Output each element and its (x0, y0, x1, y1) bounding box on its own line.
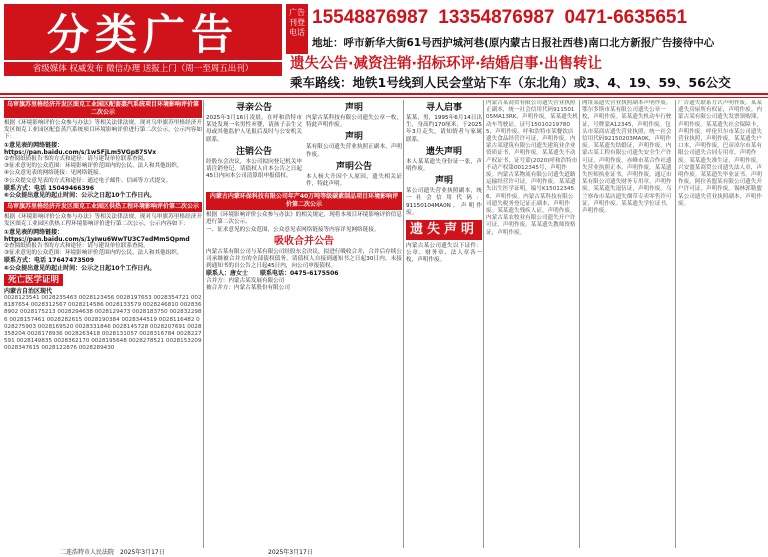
notice-list: 广告遗失联系方式声明作废。某某遗失房屋所有权证，声明作废。内蒙古某有限公司遗失发票领购簿，声明作废。某某遗失社会保障卡，声明作废。呼伦贝尔市某公司遗失营业执照，声明作废。某某遗失户口本，声明作废。巴彦淖尔市某有限公司遗失合同专用章，声明作废。某某遗失准生证，声明作废。兴安盟某商贸公司遗失法人章，声明作废。某某遗失毕业证书，声明作废。阿拉善盟某有限公司遗失开户许可证，声明作废。锡林郭勒盟某公司遗失营业执照副本，声明作废。 (678, 100, 762, 207)
notice-paragraph: 根据《环境影响评价公众参与办法》的相关规定，现将本项目环境影响评价信息进行第二次公示。 (206, 212, 402, 226)
divider-red (0, 93, 768, 95)
notice-item: ①意见表的网络链接：https://pan.baidu.com/s/1yIwu6WwTU3C7edMmSQpmd (4, 228, 190, 243)
notice-item: ①意见表的网络链接：https://pan.baidu.com/s/1wSFjLm5VGp87SVx (4, 141, 157, 156)
hotline-label-3: 电话 (289, 28, 305, 37)
column-divider (675, 100, 676, 548)
column-2 (206, 100, 402, 548)
section-tag: 死亡医学证明 (4, 274, 63, 286)
notice-title: 声明公告 (335, 161, 372, 172)
number-list: 0028123541 0028235463 0028123456 0028197653 0028354721 0028187654 0028312567 0028214586 0028133579 0028246810 0028368902 0028175213 0028294638 0028129473 0028183750 0028322986 0028157461 0028282615 0028190384 0028344519 0028116482 0028275903 0028169520 0028331846 0028145728 0028207691 0028358204 0028178936 0028263418 0028131057 0028316784 0028227591 0028149835 0028362170 0028195648 0028278521 0028153209 0028347615 0028122876 0028289430 (4, 295, 202, 352)
notice-paragraph: 本人某某遗失身份证一张，声明作废。 (406, 158, 482, 173)
notice-heading-2: 乌审旗苏里格经济开发区图克工业园区供热工程环境影响评价第二次公示 (4, 202, 202, 212)
column-divider (579, 100, 580, 548)
notice-paragraph: 内蒙古某公司遗失以下证件：公章、财务章、法人章各一枚，声明作废。 (406, 243, 482, 264)
divider-red-thin (0, 97, 768, 98)
notice-title: 声明 (434, 176, 453, 187)
column-divider (203, 100, 204, 548)
notice-date: ⑥公众提出意见的起止时间：公示之日起10个工作日内。 (4, 264, 156, 272)
column-1 (4, 100, 202, 548)
notice-item: ②查阅纸质报告书的方式和途径：请与建设单位联系查阅。 (4, 156, 149, 163)
footer-signature: 二连浩特市人民法院 2025年3月17日 (60, 549, 165, 556)
notice-item: ②查阅纸质报告书的方式和途径：请与建设单位联系查阅。 (4, 243, 149, 250)
notice-contact: 联系方式：电话 17647473509 (4, 257, 95, 265)
notice-heading-1: 乌审旗苏里格经济开发区图克工业园区配套蒸汽系统项目环境影响评价第二次公示 (4, 100, 202, 118)
header (0, 0, 768, 92)
column-divider (483, 100, 484, 548)
notice-contact: 联系方式：电话 15049466396 (4, 184, 95, 192)
notice-title: 声明 (344, 132, 363, 143)
notice-paragraph: 内蒙古某有限公司与某有限公司经股东会决议，拟进行吸收合并，合并后存续公司承继被合并方的全部债权债务。请债权人自接到通知书之日起30日内，未接到通知书的自公告之日起45日内，向公司申报债权。 (206, 248, 402, 270)
column-divider (403, 100, 404, 548)
notice-title: 遗失声明 (425, 146, 462, 157)
notice-list: 网址某遗失营业执照副本声明作废。鄂尔多斯市某有限公司遗失公章一枚，声明作废。某某遗失机动车行驶证，号牌蒙A12345，声明作废。包头市某商店遗失营业执照，统一社会信用代码92150203MA0K，声明作废。某某遗失结婚证，声明作废。内蒙古某工程有限公司遗失安全生产许可证，声明作废。赤峰市某合作社遗失营业执照正本，声明作废。某某遗失医师执业证书，声明作废。通辽市某有限公司遗失财务专用章，声明作废。某某遗失退伍证，声明作废。乌兰察布市某店遗失烟草专卖零售许可证，声明作废。某某遗失学位证书，声明作废。 (582, 100, 672, 215)
services-line: 遗失公告·减资注销·招标环评·结婚启事·出售转让 (290, 56, 603, 72)
notice-paragraph: 某有限公司遗失营业执照正副本，声明作废。 (306, 144, 402, 158)
brand-block (4, 4, 282, 60)
page-title: 分类广告 (46, 10, 239, 59)
phone-3: 0471-6635651 (564, 7, 688, 28)
column-3 (406, 100, 482, 548)
notice-paragraph: 根据《环境影响评价公众参与办法》等相关法律法规，现对乌审旗苏里格经济开发区图克工业园区配套蒸汽系统项目环境影响评价进行第二次公示，公示内容如下： (4, 120, 202, 141)
notice-title: 注销公告 (235, 146, 272, 157)
column-4 (486, 100, 578, 548)
notice-item: ③征求意见的公众范围：环境影响评价范围内的公民、法人和其他组织。 (4, 163, 183, 170)
hotline-label (286, 4, 308, 54)
notice-paragraph: 2025年3月16日凌晨，在呼和浩特市某处发现一名男性弃婴，请孩子亲生父母或其他监护人见报后及时与公安机关联系。 (206, 115, 302, 143)
notice-paragraph: 一、征求意见的公众范围、公众意见表网络链接等内容详见网络链接。 (206, 226, 380, 233)
notice-item: ⑤公众提交意见表的方式和途径：通过电子邮件、信函等方式提交。 (4, 177, 172, 184)
notice-date: ⑥公众提出意见的起止时间：公示之日起10个工作日内。 (4, 192, 156, 200)
notice-paragraph: 内蒙古某科技有限公司遗失公章一枚，特此声明作废。 (306, 115, 402, 129)
phone-1: 15548876987 (312, 7, 429, 28)
column-5 (582, 100, 674, 548)
phone-list (312, 4, 687, 32)
notice-heading-3: 内蒙古内蒙环保科技有限公司年产40万吨等级碳素制品项目环境影响评价第二次公示 (206, 192, 402, 210)
notice-title: 声明 (344, 103, 363, 113)
bus-route: 乘车路线：地铁1号线到人民会堂站下车（东北角）或3、4、19、59、56公交 (290, 75, 731, 90)
notice-paragraph: 本人杨大升因个人原因，遗失相关证件，特此声明。 (306, 173, 402, 188)
notice-paragraph: 经股东会决议，本公司拟向登记机关申请注销登记，请债权人自本公告之日起45日内向本公司清算组申报债权。 (206, 158, 302, 180)
section-banner: 遗失声明 (406, 220, 482, 240)
notice-title: 寻亲公告 (235, 103, 272, 113)
footer-date: 2025年3月17日 (268, 549, 313, 556)
notice-contact: 联系人：唐女士 联系电话：0475-6175506 (206, 270, 339, 278)
slogan: 省级媒体 权威发布 微信办理 送报上门（周一至周五出刊） (4, 62, 282, 76)
column-6 (678, 100, 766, 548)
hotline-label-1: 广告 (289, 8, 305, 17)
notice-item: ③征求意见的公众范围：环境影响评价范围内的公民、法人和其他组织。 (4, 250, 183, 257)
block-title: 内蒙古自治区现代 (4, 287, 53, 295)
notice-list: 内蒙古某商贸有限公司遗失营业执照正副本，统一社会信用代码91150105MA13RK，声明作废。某某遗失机动车驾驶证，证号150102197805，声明作废。呼和浩特市某餐饮店遗失食品经营许可证，声明作废。内蒙古某建筑有限公司遗失建筑业企业资质证书，声明作废。某某遗失不动产权证书，证号蒙(2020)呼和浩特市不动产权第0012345号，声明作废。内蒙古某物流有限公司遗失道路运输经营许可证，声明作废。某某遗失出生医学证明，编号K150123456，声明作废。内蒙古某科技有限公司遗失税务登记证正副本，声明作废。某某遗失残疾人证，声明作废。内蒙古某农牧业有限公司遗失开户许可证，声明作废。某某遗失教师资格证，声明作废。 (486, 100, 578, 236)
notice-party: 被合并方：内蒙古某股份有限公司 (206, 284, 290, 291)
notice-party: 合并方：内蒙古某发展有限公司 (206, 277, 285, 284)
notice-title: 吸收合并公告 (274, 235, 334, 247)
notice-paragraph: 某公司遗失营业执照副本，统一社会信用代码：91150104MA0N，声明作废。 (406, 188, 482, 216)
notice-item: ④公众意见表的网络链接：见网络链接。 (4, 170, 105, 177)
phone-2: 13354876987 (438, 7, 555, 28)
notice-title: 寻人启事 (425, 103, 462, 113)
hotline-label-2: 刊登 (289, 18, 305, 27)
notice-paragraph: 某某，男，1995年6月14日出生，身高约170厘米，于2025年3月走失，请知情者与家属联系。 (406, 115, 482, 143)
notice-paragraph: 根据《环境影响评价公众参与办法》等相关法律法规，现对乌审旗苏里格经济开发区图克工业园区供热工程环境影响评价进行第二次公示，公示内容如下： (4, 214, 202, 228)
address: 地址：呼市新华大街61号西护城河巷(原内蒙古日报社西巷)南口北方新报广告接待中心 (312, 37, 715, 49)
